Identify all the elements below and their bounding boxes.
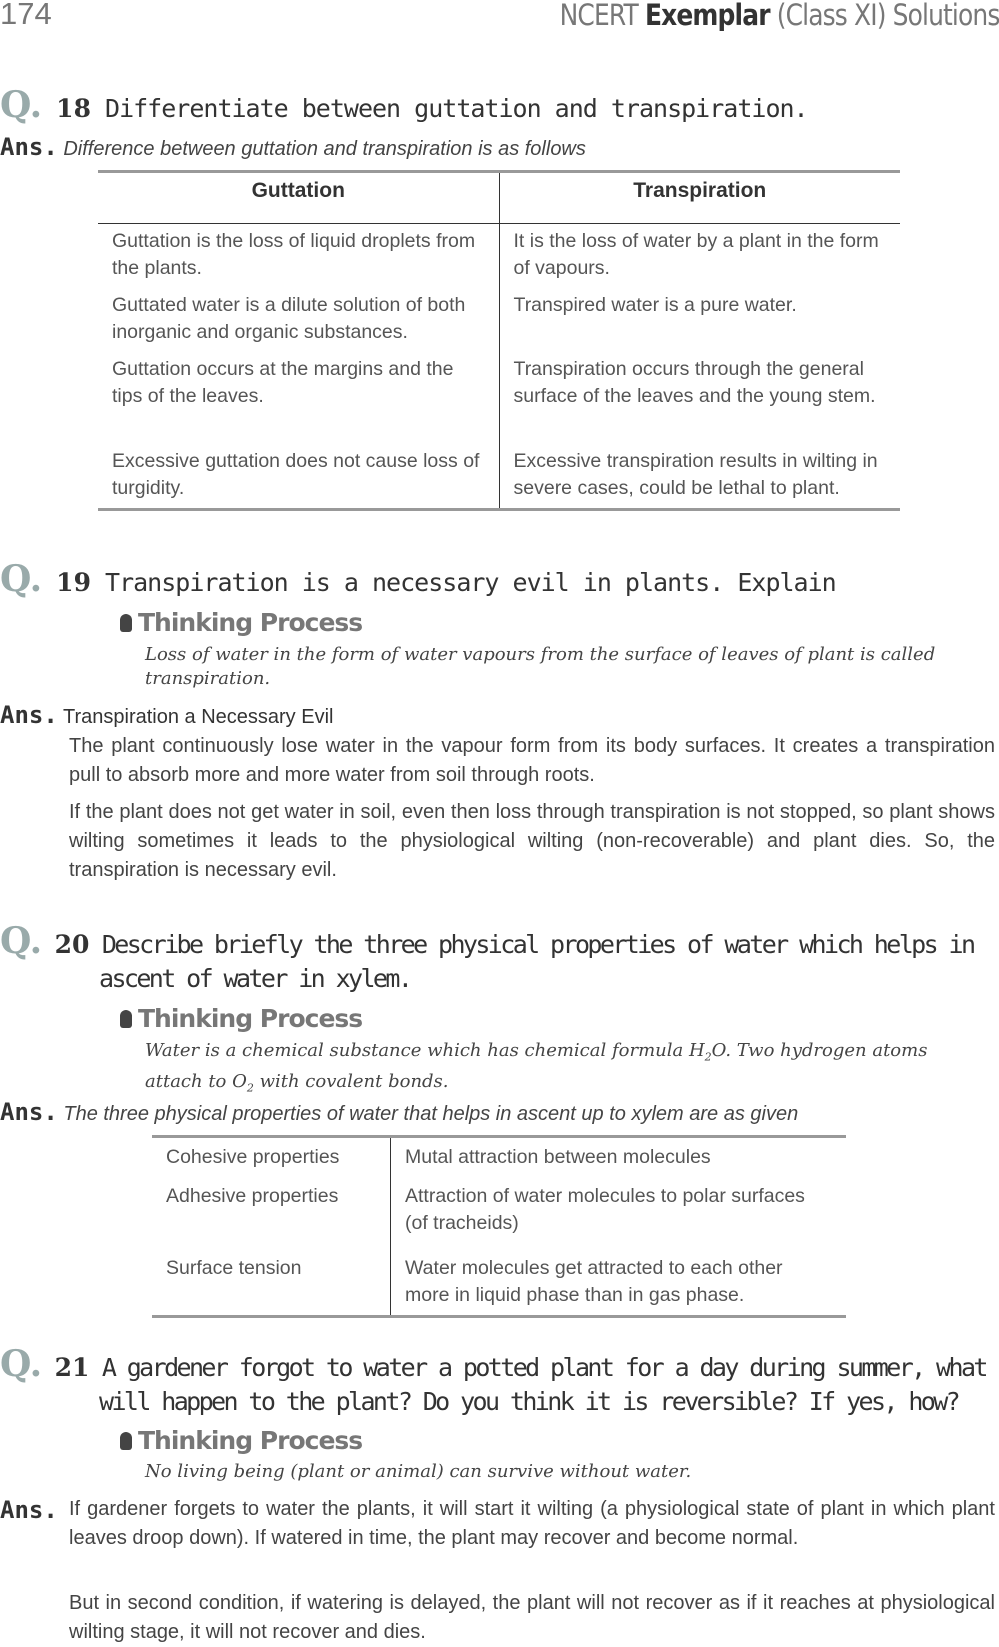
page-number: 174: [0, 0, 52, 31]
question-text-continued: will happen to the plant? Do you think it is reversible? If yes, how?: [99, 1387, 959, 1416]
subscript: 2: [704, 1050, 712, 1064]
table-row: [98, 352, 900, 444]
answer-label: Ans.: [0, 1098, 58, 1126]
running-header: [559, 0, 999, 32]
question-marker: Q.: [0, 84, 43, 126]
cell: Guttated water is a dilute solution of both inorganic and organic substances.: [112, 294, 466, 343]
table-row: [98, 288, 900, 352]
answer-20-intro: [0, 1097, 798, 1129]
answer-label: Ans.: [0, 1496, 58, 1524]
table-row: [98, 444, 900, 510]
question-number: 21: [54, 1353, 90, 1382]
table-row: [98, 224, 900, 289]
question-text: Differentiate between guttation and transpiration.: [105, 94, 808, 123]
answer-21-label: [0, 1495, 58, 1527]
cell: Mutal attraction between molecules: [391, 1137, 847, 1178]
cell: Transpired water is a pure water.: [499, 288, 900, 352]
running-header-prefix: NCERT: [559, 0, 645, 32]
water-properties-table: [152, 1135, 846, 1318]
thinking-process-text: Loss of water in the form of water vapours from the surface of leaves of plant is called transpiration.: [145, 644, 936, 689]
tp-text-part: Water is a chemical substance which has chemical formula H: [145, 1040, 705, 1061]
answer-18-intro: [0, 132, 586, 164]
running-header-bold: Exemplar: [644, 0, 770, 32]
thinking-process-label: Thinking Process: [138, 1426, 363, 1455]
question-text: Describe briefly the three physical properties of water which helps in: [101, 930, 974, 959]
thinking-process-heading: [120, 1426, 362, 1455]
question-21: [0, 1343, 999, 1419]
tp-text-part: with covalent bonds.: [253, 1070, 449, 1092]
cell: Excessive transpiration results in wilting in severe cases, could be lethal to plant.: [499, 444, 900, 510]
cell: It is the loss of water by a plant in the form of vapours.: [499, 224, 900, 289]
question-text: Transpiration is a necessary evil in plants. Explain: [105, 568, 836, 597]
question-number: 20: [54, 930, 90, 959]
column-header: Transpiration: [499, 172, 900, 224]
lightbulb-icon: [120, 1432, 132, 1450]
subscript: 2: [246, 1081, 254, 1095]
running-header-suffix: (Class XI) Solutions: [769, 0, 999, 32]
cell: Guttation occurs at the margins and the tips of the leaves.: [112, 358, 454, 407]
answer-label: Ans.: [0, 701, 58, 729]
answer-19-heading: [0, 700, 333, 732]
question-marker: Q.: [0, 1343, 43, 1385]
lightbulb-icon: [120, 1010, 132, 1028]
question-number: 18: [56, 94, 91, 123]
cell: Transpiration occurs through the general surface of the leaves and the young stem.: [499, 352, 900, 444]
table-row: [152, 1249, 846, 1317]
cell: Attraction of water molecules to polar surfaces (of tracheids): [391, 1177, 847, 1249]
cell: Water molecules get attracted to each other more in liquid phase than in gas phase.: [391, 1249, 847, 1317]
question-text-continued: ascent of water in xylem.: [99, 964, 411, 993]
question-18: [0, 84, 808, 126]
answer-paragraph: If gardener forgets to water the plants, it will start it wilting (a physiological state of plant in which plant leaves droop down). If watered in time, the plant may recover and become normal.: [69, 1498, 995, 1549]
thinking-process-text: [145, 1039, 965, 1100]
answer-intro: Difference between guttation and transpiration is as follows: [63, 138, 586, 160]
answer-heading: Transpiration a Necessary Evil: [63, 706, 334, 728]
question-marker: Q.: [0, 558, 43, 600]
answer-paragraph: If the plant does not get water in soil, even then loss through transpiration is not stopped, so plant shows wilting sometimes it leads to the physiological wilting (non-recoverable) and plant dies. So, the transpiration is necessary evil.: [69, 801, 995, 881]
answer-label: Ans.: [0, 133, 58, 161]
thinking-process-text: No living being (plant or animal) can survive without water.: [145, 1461, 692, 1482]
question-marker: Q.: [0, 920, 43, 962]
question-number: 19: [56, 568, 91, 597]
thinking-process-heading: [120, 608, 362, 637]
thinking-process-label: Thinking Process: [138, 608, 363, 637]
cell: Excessive guttation does not cause loss of turgidity.: [112, 450, 480, 499]
cell: Surface tension: [166, 1257, 302, 1279]
table-row: [152, 1177, 846, 1249]
question-19: [0, 558, 836, 600]
table-row: [152, 1137, 846, 1178]
question-20: [0, 920, 999, 996]
thinking-process-heading: [120, 1004, 362, 1033]
question-text: A gardener forgot to water a potted plant for a day during summer, what: [101, 1353, 986, 1382]
column-header: Guttation: [98, 172, 499, 224]
cell: Adhesive properties: [166, 1185, 339, 1207]
answer-paragraph: The plant continuously lose water in the vapour form from its body surfaces. It creates a transpiration pull to absorb more and more water from soil through roots.: [69, 735, 995, 786]
tp-text-part: O. Two hydrogen atoms attach to O: [145, 1040, 928, 1092]
answer-paragraph: But in second condition, if watering is delayed, the plant will not recover as if it reaches at physiological wilting stage, it will not recover and dies.: [69, 1592, 995, 1643]
thinking-process-label: Thinking Process: [138, 1004, 363, 1033]
cell: Cohesive properties: [166, 1146, 340, 1168]
answer-intro: The three physical properties of water that helps in ascent up to xylem are as given: [63, 1103, 799, 1125]
guttation-transpiration-table: [98, 170, 900, 511]
cell: Guttation is the loss of liquid droplets from the plants.: [112, 230, 476, 279]
lightbulb-icon: [120, 614, 132, 632]
